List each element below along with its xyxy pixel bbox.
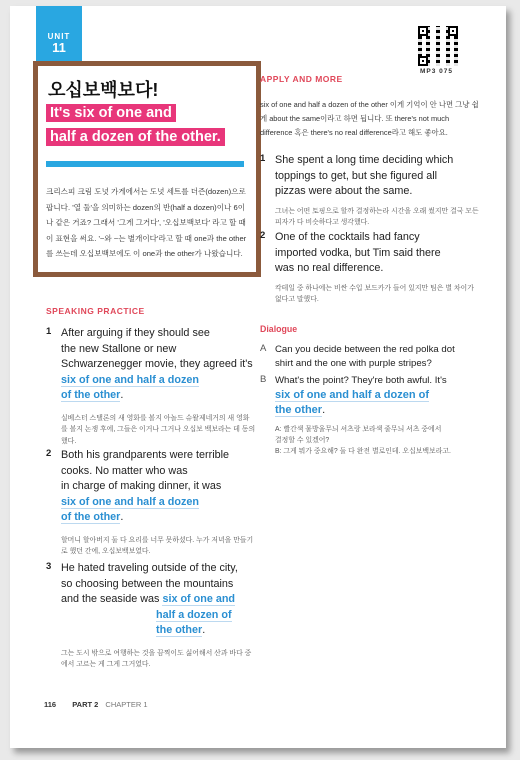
page-number: 116 [44,700,57,709]
sentence-line: Both his grandparents were terrible [61,449,230,461]
speaker-label: B [260,374,267,385]
sentence-end: . [322,404,326,416]
translation-line: A: 빨간색 물방울무늬 셔츠랑 보라색 줄무늬 셔츠 중에서 [275,426,442,433]
sentence-line: After arguing if they should see [61,327,210,339]
dialogue-line-b [260,374,482,457]
answer-highlight: six of one and half a dozen [61,373,199,386]
speaking-item-3 [46,561,256,671]
sentence-translation: 그는 도시 밖으로 여행하는 것을 끔찍이도 싫어해서 산과 바다 중에서 고르는 게 그게 그거였다. [61,649,252,668]
apply-and-more-heading: APPLY AND MORE [260,74,343,84]
answer-highlight: the other [275,404,323,416]
sentence-en [275,153,482,200]
sentence-translation: 그녀는 어떤 토핑으로 할까 결정하는라 시간을 오래 썼지만 결국 모든 피자가 다 비슷하다고 생각했다. [275,207,479,226]
sentence-translation: 할머니 할아버지 둘 다 요리를 너무 못하셨다. 누가 저녁을 만들기로 했던 간에, 오십보백보였다. [61,536,254,555]
sentence-line: imported vodka, but Tim said there [275,246,441,259]
speaker-label: A [260,343,267,354]
sentence-en [61,561,256,639]
sentence-line: was no real difference. [275,262,384,274]
sentence-line: the new Stallone or new [61,342,177,355]
expression-description: 크리스피 크림 도넛 가게에서는 도넛 세트를 더즌(dozen)으로 팝니다. '열 둘'을 의미하는 dozen의 반(half a dozen)이나 6이나 같은 거죠? 그래서 '그게 그거다', '오십보백보다' 라고 할 때 이 표현을 써요. '~와 ~는 별개이다'라고 할 때 one과 the other를 쓰는데 오십보백보에도 이 one과 the other가 나왔습니다. [46,187,247,258]
sentence-line: He hated traveling outside of the city, [61,562,238,574]
expression-title-kr: 오십보백보다! [48,80,159,100]
sentence-end: . [120,389,124,401]
sentence-line: so choosing between the mountains [61,577,234,590]
dialogue-translation [275,424,482,457]
answer-highlight: the other [156,624,203,636]
dialogue-text-line: What's the point? They're both awful. It's [275,375,447,386]
expression-title-en-line1: It's six of one and [46,104,176,122]
expression-box [33,61,261,277]
apply-item-1 [260,153,482,229]
chapter-label: CHAPTER 1 [105,700,148,709]
book-page [10,6,506,748]
sentence-en [275,230,482,277]
translation-line: 결정할 수 있겠어? [275,437,330,444]
sentence-line: toppings to get, but she figured all [275,169,438,182]
sentence-translation: 칵테일 중 하나에는 비싼 수입 보드카가 들어 있지만 팀은 별 차이가 없다고 말했다. [275,284,474,303]
sentence-line: and the seaside was [61,593,160,605]
dialogue-text [275,343,482,371]
answer-highlight: of the other [61,389,121,401]
mp3-track-label: MP3 075 [420,68,454,75]
answer-highlight: six of one and half a dozen of [275,389,430,401]
unit-label: UNIT [47,32,71,41]
answer-highlight: six of one and [162,593,236,605]
apply-item-2 [260,230,482,306]
sentence-line: She spent a long time deciding which [275,154,454,166]
part-label: PART 2 [72,700,99,709]
speaking-item-2 [46,448,256,558]
dialogue-text [275,374,482,418]
item-number: 1 [260,153,266,164]
dialogue-heading: Dialogue [260,324,298,334]
expression-title-en-line2: half a dozen of the other. [46,128,225,146]
item-number: 2 [46,448,52,459]
answer-highlight: half a dozen of [156,608,232,621]
unit-tab [36,6,82,62]
apply-intro: six of one and half a dozen of the other 이게 기억이 안 나면 그냥 쉽게 about the same이라고 하면 됩니다. 또 there's not much difference 혹은 there's no real difference라고 해도 좋아요. [260,100,479,137]
dialogue-text-line: shirt and the one with purple stripes? [275,358,432,369]
sentence-en [61,448,256,526]
dialogue-text-line: Can you decide between the red polka dot [275,344,455,355]
sentence-en [61,326,256,404]
unit-number: 11 [52,40,66,55]
item-number: 1 [46,326,52,337]
sentence-line: One of the cocktails had fancy [275,231,420,243]
sentence-line: Schwarzenegger movie, they agreed it's [61,358,253,370]
item-number: 2 [260,230,266,241]
sentence-line: pizzas were about the same. [275,185,413,197]
sentence-end: . [202,624,206,636]
speaking-item-1 [46,326,256,447]
sentence-line: cooks. No matter who was [61,464,188,477]
page-footer [44,700,148,709]
sentence-line: in charge of making dinner, it was [61,480,222,492]
qr-code-icon[interactable] [418,26,458,66]
answer-highlight: of the other [61,511,121,523]
speaking-practice-heading: SPEAKING PRACTICE [46,306,145,316]
sentence-end: . [120,511,124,523]
sentence-translation: 실베스터 스탤론의 새 영화를 볼지 아놀드 슈왈제네거의 새 영화를 볼지 논쟁 후에, 그들은 이거나 그거나 오십보 백보라는 데 동의했다. [61,414,256,445]
answer-highlight: six of one and half a dozen [61,495,199,508]
item-number: 3 [46,561,52,572]
divider-bar [46,161,244,167]
dialogue-line-a [260,343,482,371]
translation-line: B: 그게 뭐가 중요해? 둘 다 완전 별로인데. 오십보백보라고. [275,448,451,455]
